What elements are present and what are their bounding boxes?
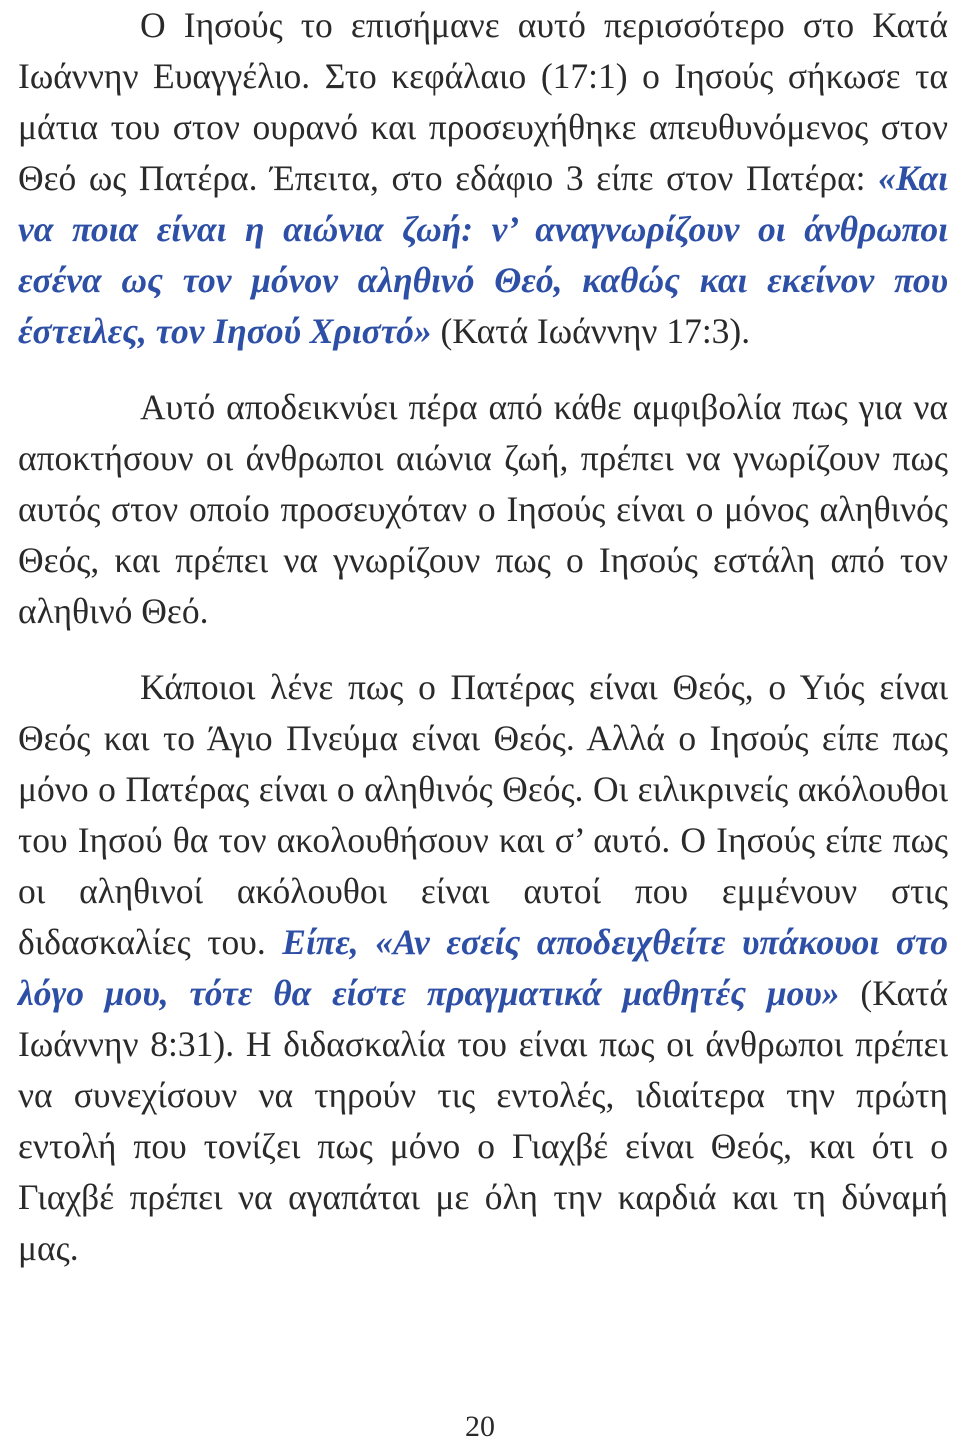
paragraph-3-intro: Κάποιοι λένε πως ο Πατέρας είναι Θεός, ο Υιός είναι Θεός και το Άγιο Πνεύμα είναι Θεός. Αλλά ο Ιησούς είπε πως μόνο ο Πατέρας είναι ο αληθινός Θεός. Οι ειλικρινείς ακόλουθοι του Ιησού θα τον ακολουθήσουν και σ’ αυτό. Ο Ιησούς είπε πως οι αληθινοί ακόλουθοι είναι αυτοί που εμμένουν στις διδασκαλίες του. (18, 667, 948, 962)
paragraph-2: Αυτό αποδεικνύει πέρα από κάθε αμφιβολία πως για να αποκτήσουν οι άνθρωποι αιώνια ζωή, πρέπει να γνωρίζουν πως αυτός στον οποίο προσευχόταν ο Ιησούς είναι ο μόνος αληθινός Θεός, και πρέπει να γνωρίζουν πως ο Ιησούς εστάλη από τον αληθινό Θεό. (18, 387, 948, 631)
paragraph-1 (18, 0, 948, 357)
document-page (18, 0, 948, 1274)
scripture-quote-john-17-3: «Και να ποια είναι η αιώνια ζωή: ν’ αναγνωρίζουν οι άνθρωποι εσένα ως τον μόνον αληθινό Θεό, καθώς και εκείνον που έστειλες, τον Ιησού Χριστό» (18, 158, 948, 351)
paragraph-3 (18, 662, 948, 1274)
paragraph-1-reference: (Κατά Ιωάννην 17:3). (431, 311, 751, 351)
paragraph-3-continuation: (Κατά Ιωάννην 8:31). Η διδασκαλία του είναι πως οι άνθρωποι πρέπει να συνεχίσουν να τηρούν τις εντολές, ιδιαίτερα την πρώτη εντολή που τονίζει πως μόνο ο Γιαχβέ είναι Θεός, και ότι ο Γιαχβέ πρέπει να αγαπάται με όλη την καρδιά και τη δύναμή μας. (18, 973, 948, 1268)
paragraph-1-intro: Ο Ιησούς το επισήμανε αυτό περισσότερο στο Κατά Ιωάννην Ευαγγέλιο. Στο κεφάλαιο (17:1) ο Ιησούς σήκωσε τα μάτια του στον ουρανό και προσευχήθηκε απευθυνόμενος στον Θεό ως Πατέρα. Έπειτα, στο εδάφιο 3 είπε στον Πατέρα: (18, 5, 948, 198)
page-number: 20 (465, 1410, 495, 1443)
scripture-quote-john-8-31: Είπε, «Αν εσείς αποδειχθείτε υπάκουοι στο λόγο μου, τότε θα είστε πραγματικά μαθητές μου» (18, 922, 948, 1013)
